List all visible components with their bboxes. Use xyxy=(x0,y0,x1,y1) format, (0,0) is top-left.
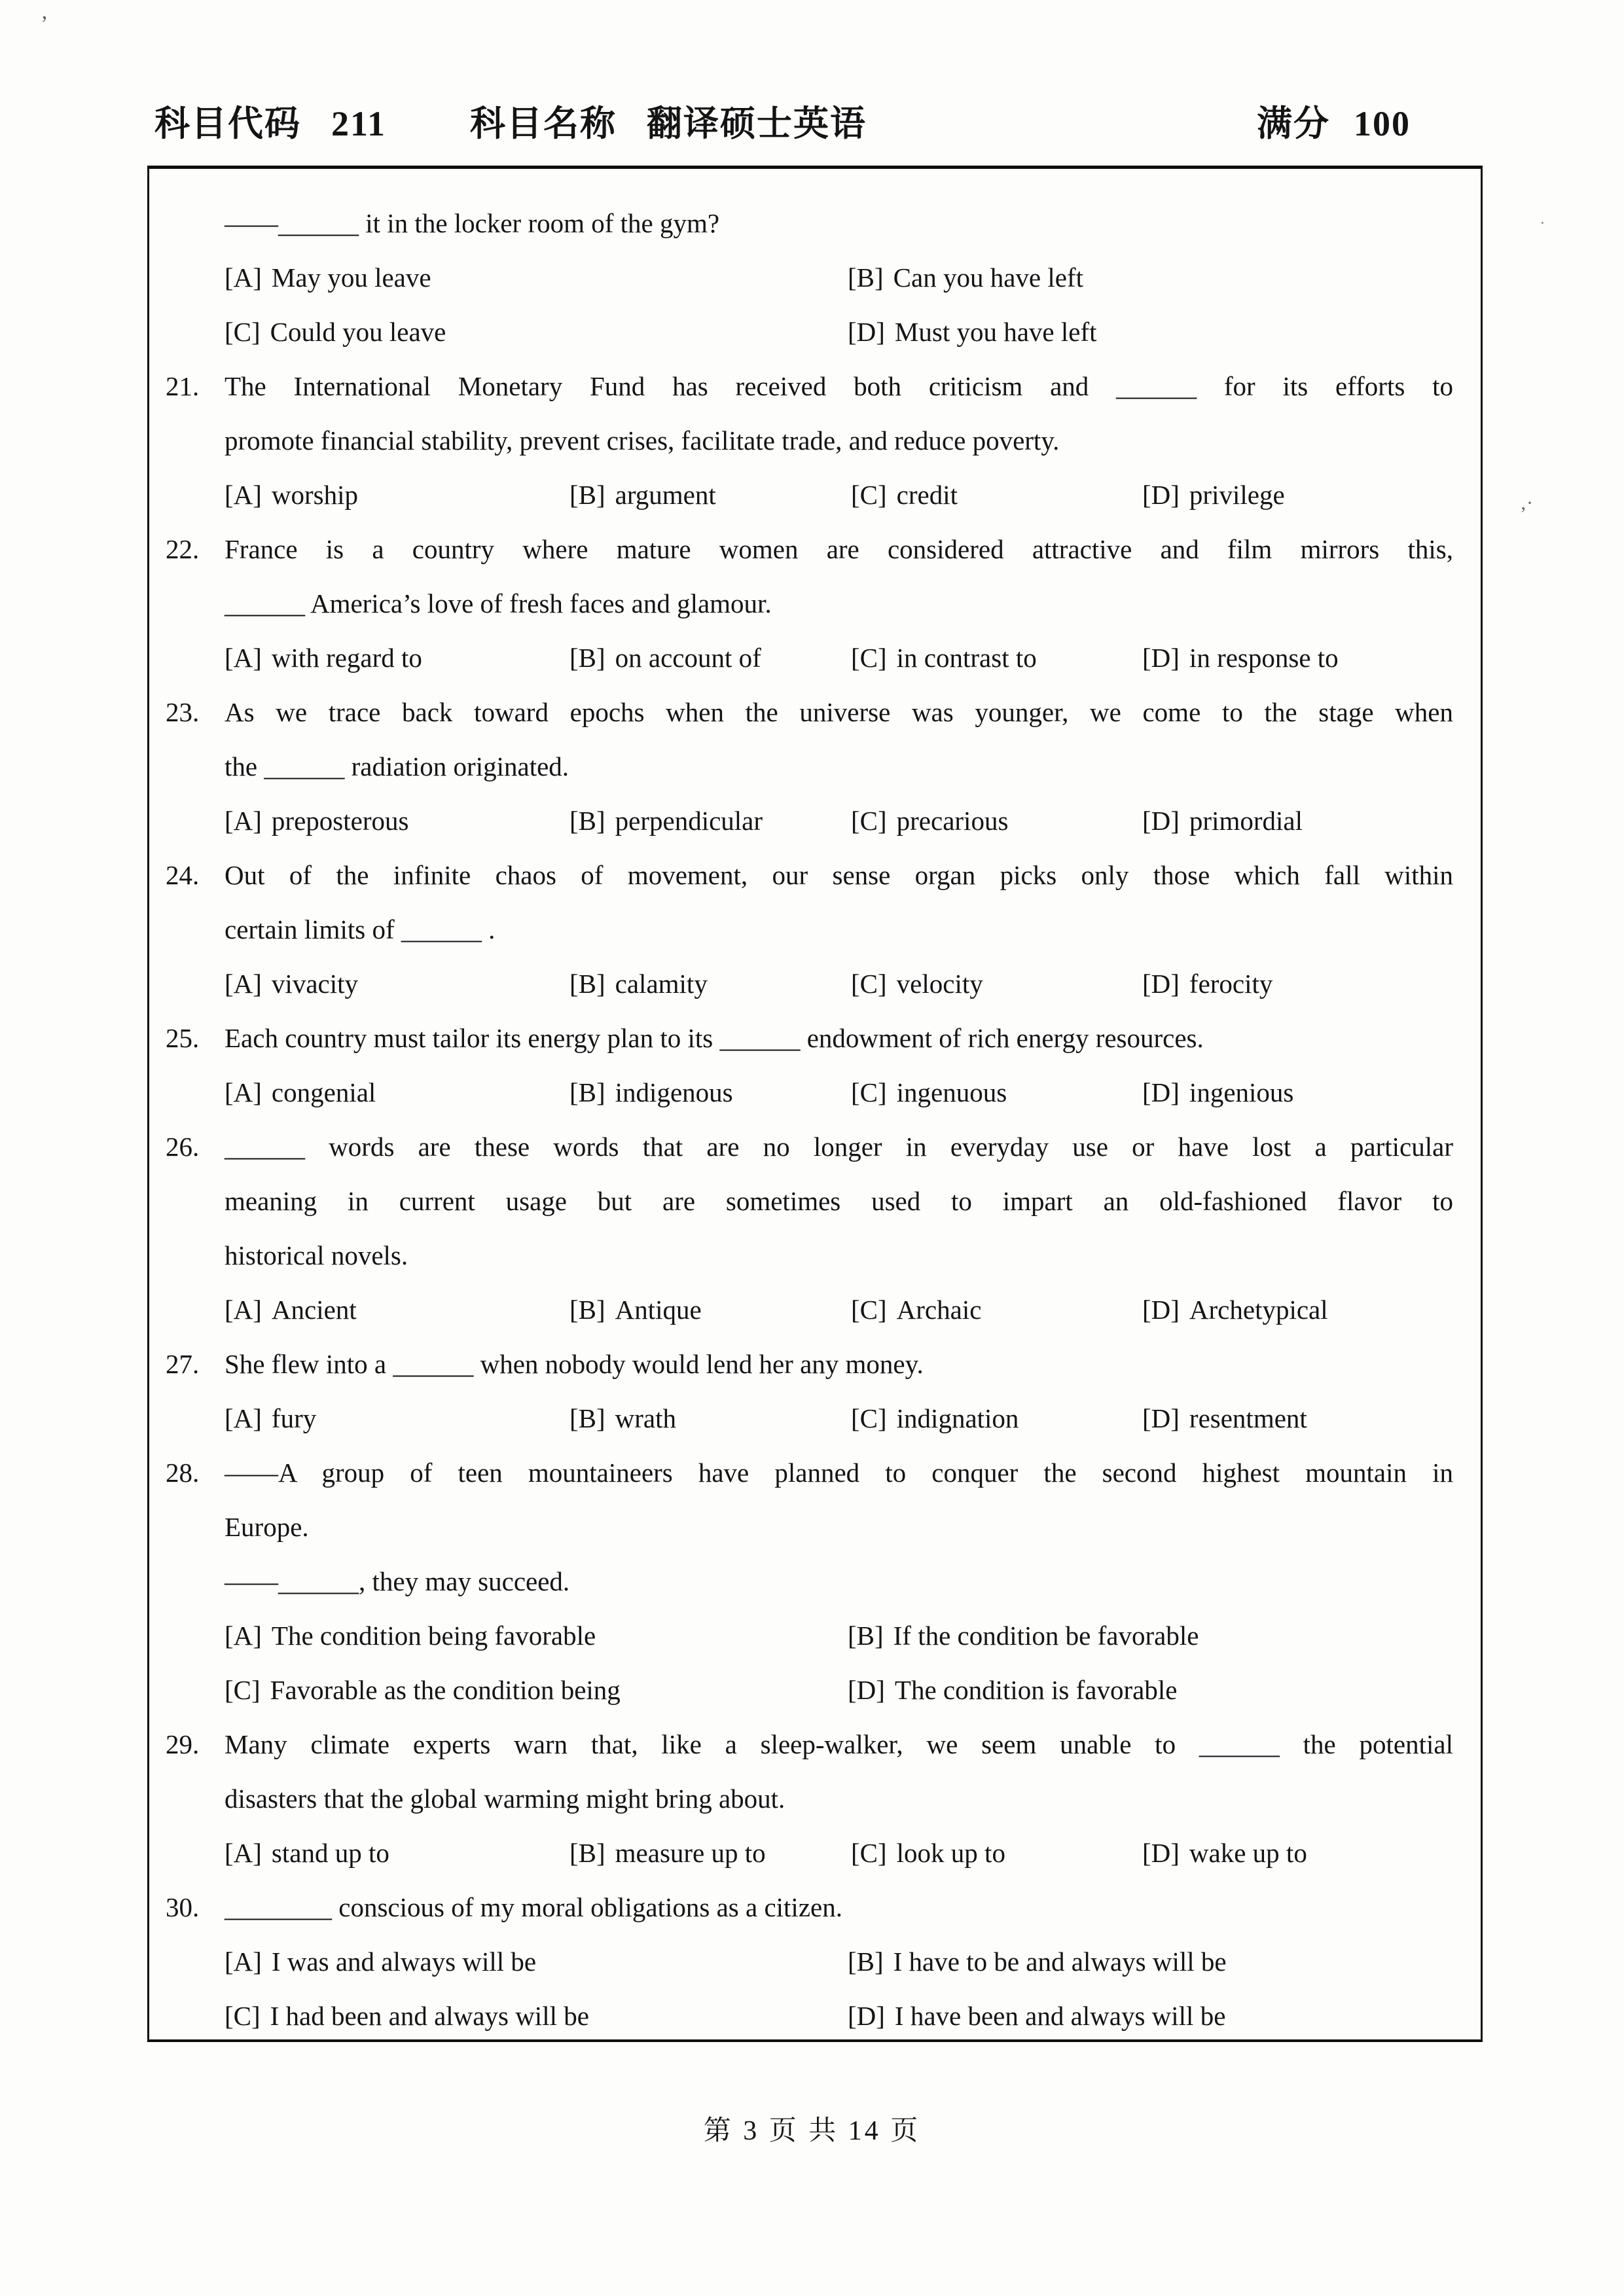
option-text: in response to xyxy=(1189,643,1339,673)
option xyxy=(225,1826,569,1880)
option xyxy=(851,1066,1142,1120)
option-text: Ancient xyxy=(271,1295,357,1325)
options-row xyxy=(225,631,1453,685)
subject-code-value: 211 xyxy=(331,104,387,143)
question-number: 25. xyxy=(166,1023,200,1053)
question-number: 23. xyxy=(166,697,200,727)
option-label: [D] xyxy=(1142,1838,1180,1868)
option-label: [C] xyxy=(851,1403,887,1433)
option-text: congenial xyxy=(271,1077,376,1107)
option-text: credit xyxy=(896,480,958,510)
option-text: Favorable as the condition being xyxy=(270,1675,621,1705)
option xyxy=(848,305,1453,359)
option-label: [A] xyxy=(225,1077,262,1107)
question-line: the ______ radiation originated. xyxy=(225,751,569,781)
option-text: measure up to xyxy=(615,1838,766,1868)
option xyxy=(225,468,569,522)
question xyxy=(149,1337,1481,1446)
option-text: look up to xyxy=(896,1838,1005,1868)
option-text: fury xyxy=(271,1403,317,1433)
option-label: [A] xyxy=(225,1838,262,1868)
option-label: [D] xyxy=(1142,969,1180,999)
subject-name-label: 科目名称 xyxy=(470,104,617,143)
scan-speck: · xyxy=(1540,213,1545,232)
option xyxy=(569,1391,851,1446)
question-line: The International Monetary Fund has received both criticism and ______ for its efforts to xyxy=(225,371,1453,401)
scan-speck: ’ xyxy=(41,12,48,36)
exam-header xyxy=(154,96,1411,146)
question-line: ______ America’s love of fresh faces and glamour. xyxy=(225,588,772,619)
question-number: 22. xyxy=(166,534,200,564)
option-text: I had been and always will be xyxy=(270,2001,589,2031)
option xyxy=(851,957,1142,1011)
option-label: [C] xyxy=(851,1838,887,1868)
option xyxy=(1142,631,1453,685)
option-label: [B] xyxy=(848,1946,884,1977)
option xyxy=(1142,1826,1453,1880)
option-label: [D] xyxy=(1142,643,1180,673)
option-text: The condition being favorable xyxy=(271,1621,596,1651)
options-row xyxy=(225,1935,1453,1989)
option-text: May you leave xyxy=(271,262,431,293)
question xyxy=(149,1120,1481,1337)
option-label: [A] xyxy=(225,643,262,673)
question xyxy=(149,1446,1481,1717)
subject-code-label: 科目代码 xyxy=(154,104,301,143)
options-row xyxy=(225,1609,1453,1663)
option-label: [A] xyxy=(225,806,262,836)
question-line: meaning in current usage but are sometimes used to impart an old-fashioned flavor to xyxy=(225,1186,1453,1216)
options-row xyxy=(225,794,1453,848)
options-row xyxy=(225,468,1453,522)
option xyxy=(851,794,1142,848)
option xyxy=(569,468,851,522)
option xyxy=(225,1609,848,1663)
option-label: [B] xyxy=(848,1621,884,1651)
question-line: ________ conscious of my moral obligations as a citizen. xyxy=(225,1892,842,1922)
option xyxy=(848,1663,1453,1717)
option xyxy=(569,1826,851,1880)
options-row xyxy=(225,1066,1453,1120)
option xyxy=(848,1609,1453,1663)
option-label: [B] xyxy=(569,1295,605,1325)
option xyxy=(225,1663,848,1717)
option-text: Antique xyxy=(615,1295,702,1325)
option-text: primordial xyxy=(1189,806,1303,836)
scan-speck: ‚· xyxy=(1520,492,1533,514)
option-text: indigenous xyxy=(615,1077,733,1107)
question-line: ——A group of teen mountaineers have planned to conquer the second highest mountain in xyxy=(225,1458,1453,1488)
option xyxy=(569,1066,851,1120)
option xyxy=(225,251,848,305)
option-label: [C] xyxy=(225,1675,261,1705)
option-text: in contrast to xyxy=(896,643,1037,673)
option xyxy=(569,794,851,848)
option xyxy=(851,1391,1142,1446)
options-row xyxy=(225,1989,1453,2042)
option-text: Archetypical xyxy=(1189,1295,1328,1325)
option-text: preposterous xyxy=(271,806,409,836)
option-label: [A] xyxy=(225,1946,262,1977)
option-label: [D] xyxy=(848,1675,885,1705)
question-line: promote financial stability, prevent crises, facilitate trade, and reduce poverty. xyxy=(225,425,1060,456)
option-text: calamity xyxy=(615,969,708,999)
question-line: disasters that the global warming might bring about. xyxy=(225,1784,785,1814)
option xyxy=(225,794,569,848)
option xyxy=(225,957,569,1011)
option xyxy=(225,1391,569,1446)
option-text: If the condition be favorable xyxy=(893,1621,1199,1651)
option xyxy=(1142,1283,1453,1337)
option xyxy=(851,1826,1142,1880)
option-label: [B] xyxy=(569,806,605,836)
option xyxy=(848,1935,1453,1989)
option-text: I have been and always will be xyxy=(894,2001,1226,2031)
page-number-text: 第 3 页 共 14 页 xyxy=(703,2116,921,2146)
options-row xyxy=(225,1663,1453,1717)
question-number: 26. xyxy=(166,1132,200,1162)
option-label: [D] xyxy=(1142,806,1180,836)
question-line: ——______, they may succeed. xyxy=(225,1566,570,1596)
question-line: She flew into a ______ when nobody would lend her any money. xyxy=(225,1349,924,1379)
option xyxy=(225,1283,569,1337)
question xyxy=(149,1880,1481,2042)
options-row xyxy=(225,1826,1453,1880)
question-line: historical novels. xyxy=(225,1240,408,1270)
option-label: [B] xyxy=(569,1077,605,1107)
option xyxy=(851,1283,1142,1337)
option-text: The condition is favorable xyxy=(894,1675,1178,1705)
full-score-value: 100 xyxy=(1354,104,1411,143)
option-label: [B] xyxy=(848,262,884,293)
option-label: [D] xyxy=(1142,1077,1180,1107)
option-text: argument xyxy=(615,480,716,510)
option-text: I have to be and always will be xyxy=(893,1946,1227,1977)
option-label: [A] xyxy=(225,1295,262,1325)
question-line: Each country must tailor its energy plan to its ______ endowment of rich energy resources. xyxy=(225,1023,1204,1053)
option-label: [B] xyxy=(569,643,605,673)
options-row xyxy=(225,1283,1453,1337)
question-line: certain limits of ______ . xyxy=(225,914,496,944)
option xyxy=(1142,1391,1453,1446)
option-text: with regard to xyxy=(271,643,422,673)
question-box xyxy=(147,166,1483,2042)
questions xyxy=(149,169,1481,2042)
question xyxy=(149,1011,1481,1120)
option-label: [B] xyxy=(569,480,605,510)
option-label: [C] xyxy=(851,969,887,999)
question-line: Out of the infinite chaos of movement, our sense organ picks only those which fall within xyxy=(225,860,1453,890)
option-text: I was and always will be xyxy=(271,1946,537,1977)
option-text: Could you leave xyxy=(270,317,446,347)
option xyxy=(225,305,848,359)
subject-name-value: 翻译硕士英语 xyxy=(647,104,867,143)
options-row xyxy=(225,957,1453,1011)
option-label: [C] xyxy=(225,317,261,347)
question xyxy=(149,522,1481,685)
question-line: ——______ it in the locker room of the gym? xyxy=(225,208,720,238)
question-line: Many climate experts warn that, like a sleep-walker, we seem unable to ______ the potential xyxy=(225,1729,1453,1759)
option-label: [B] xyxy=(569,1838,605,1868)
question xyxy=(149,359,1481,522)
option xyxy=(225,1066,569,1120)
option-text: Must you have left xyxy=(894,317,1097,347)
option-label: [C] xyxy=(851,806,887,836)
full-score-label: 满分 xyxy=(1257,104,1330,143)
option xyxy=(1142,794,1453,848)
option xyxy=(225,631,569,685)
option-label: [C] xyxy=(851,480,887,510)
option-text: worship xyxy=(271,480,359,510)
option xyxy=(851,468,1142,522)
option-text: Can you have left xyxy=(893,262,1083,293)
question-line: Europe. xyxy=(225,1512,309,1542)
option xyxy=(1142,1066,1453,1120)
option-text: stand up to xyxy=(271,1838,389,1868)
option-label: [D] xyxy=(1142,1295,1180,1325)
options-row xyxy=(225,1391,1453,1446)
option-label: [C] xyxy=(851,1077,887,1107)
question xyxy=(149,1717,1481,1880)
question-number: 29. xyxy=(166,1729,200,1759)
option-label: [A] xyxy=(225,969,262,999)
option-text: perpendicular xyxy=(615,806,763,836)
question-number: 27. xyxy=(166,1349,200,1379)
question-number: 30. xyxy=(166,1892,200,1922)
option xyxy=(1142,468,1453,522)
question-line: As we trace back toward epochs when the universe was younger, we come to the stage when xyxy=(225,697,1453,727)
option-text: ingenious xyxy=(1189,1077,1294,1107)
option-label: [B] xyxy=(569,1403,605,1433)
option-label: [A] xyxy=(225,262,262,293)
option-label: [C] xyxy=(851,1295,887,1325)
question-number: 28. xyxy=(166,1458,200,1488)
options-row xyxy=(225,251,1453,305)
option-text: velocity xyxy=(896,969,983,999)
option-label: [C] xyxy=(851,643,887,673)
question-line: ______ words are these words that are no longer in everyday use or have lost a particular xyxy=(225,1132,1453,1162)
question xyxy=(149,848,1481,1011)
option-label: [A] xyxy=(225,1403,262,1433)
option xyxy=(569,1283,851,1337)
option xyxy=(225,1989,848,2042)
option-text: wrath xyxy=(615,1403,677,1433)
option xyxy=(851,631,1142,685)
option-label: [D] xyxy=(848,317,885,347)
option-text: ferocity xyxy=(1189,969,1273,999)
option-text: resentment xyxy=(1189,1403,1307,1433)
option-text: ingenuous xyxy=(896,1077,1007,1107)
option-label: [C] xyxy=(225,2001,261,2031)
option-label: [D] xyxy=(848,2001,885,2031)
option-text: precarious xyxy=(896,806,1009,836)
option xyxy=(569,631,851,685)
option-label: [D] xyxy=(1142,1403,1180,1433)
option xyxy=(225,1935,848,1989)
question-line: France is a country where mature women are considered attractive and film mirrors this, xyxy=(225,534,1453,564)
question xyxy=(149,685,1481,848)
option-label: [D] xyxy=(1142,480,1180,510)
option-text: privilege xyxy=(1189,480,1285,510)
option xyxy=(848,1989,1453,2042)
question xyxy=(149,196,1481,359)
option-label: [A] xyxy=(225,480,262,510)
option-text: vivacity xyxy=(271,969,358,999)
question-number: 24. xyxy=(166,860,200,890)
question-number: 21. xyxy=(166,371,200,401)
option xyxy=(569,957,851,1011)
option-text: indignation xyxy=(896,1403,1019,1433)
page-footer xyxy=(0,2109,1624,2148)
option-text: Archaic xyxy=(896,1295,982,1325)
options-row xyxy=(225,305,1453,359)
option-text: on account of xyxy=(615,643,761,673)
option-text: wake up to xyxy=(1189,1838,1307,1868)
option xyxy=(848,251,1453,305)
option xyxy=(1142,957,1453,1011)
option-label: [A] xyxy=(225,1621,262,1651)
option-label: [B] xyxy=(569,969,605,999)
